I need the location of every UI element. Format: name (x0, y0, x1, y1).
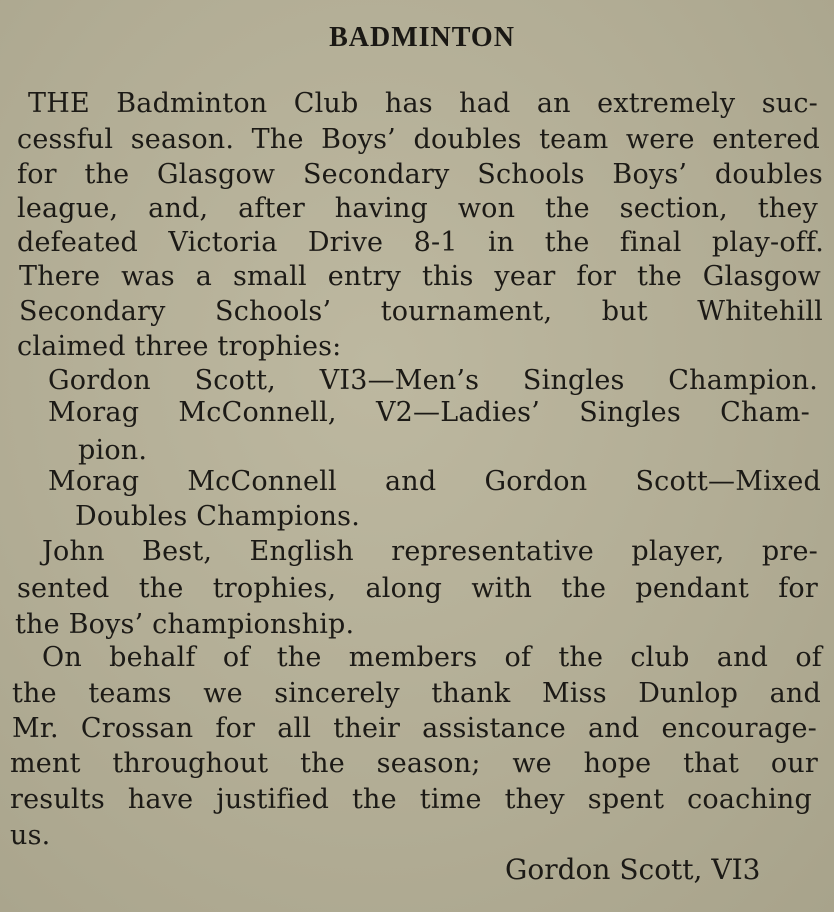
trophy-line-3: Morag McConnell and Gordon Scott—Mixed (48, 466, 821, 497)
body-line-9: John Best, English representative player, pre- (42, 536, 818, 567)
body-line-11: the Boys’ championship. (15, 609, 355, 640)
body-line-2: cessful season. The Boys’ doubles team were entered (17, 124, 820, 155)
body-line-10: sented the trophies, along with the pendant for (17, 573, 818, 604)
article-title: BADMINTON (329, 22, 515, 53)
body-line-8: claimed three trophies: (17, 331, 342, 362)
body-line-17: us. (10, 820, 51, 851)
body-line-3: for the Glasgow Secondary Schools Boys’ doubles (17, 159, 823, 190)
trophy-line-2-cont: pion. (78, 435, 148, 466)
body-line-16: results have justified the time they spent coaching (10, 784, 812, 815)
trophy-line-3-cont: Doubles Champions. (75, 501, 360, 532)
body-line-5: defeated Victoria Drive 8-1 in the final play-off. (17, 227, 824, 258)
body-line-7: Secondary Schools’ tournament, but Whitehill (19, 296, 823, 327)
trophy-line-1: Gordon Scott, VI3—Men’s Singles Champion. (48, 365, 818, 396)
body-line-12: On behalf of the members of the club and of (42, 642, 822, 673)
body-line-6: There was a small entry this year for the Glasgow (19, 261, 821, 292)
trophy-line-2: Morag McConnell, V2—Ladies’ Singles Cham- (48, 397, 810, 428)
body-line-14: Mr. Crossan for all their assistance and encourage- (12, 713, 817, 744)
body-line-1: THE Badminton Club has had an extremely suc- (28, 88, 818, 119)
body-line-4: league, and, after having won the section, they (17, 193, 818, 224)
body-line-13: the teams we sincerely thank Miss Dunlop and (12, 678, 821, 709)
body-line-15: ment throughout the season; we hope that our (10, 748, 818, 779)
author-signature: Gordon Scott, VI3 (505, 853, 761, 886)
